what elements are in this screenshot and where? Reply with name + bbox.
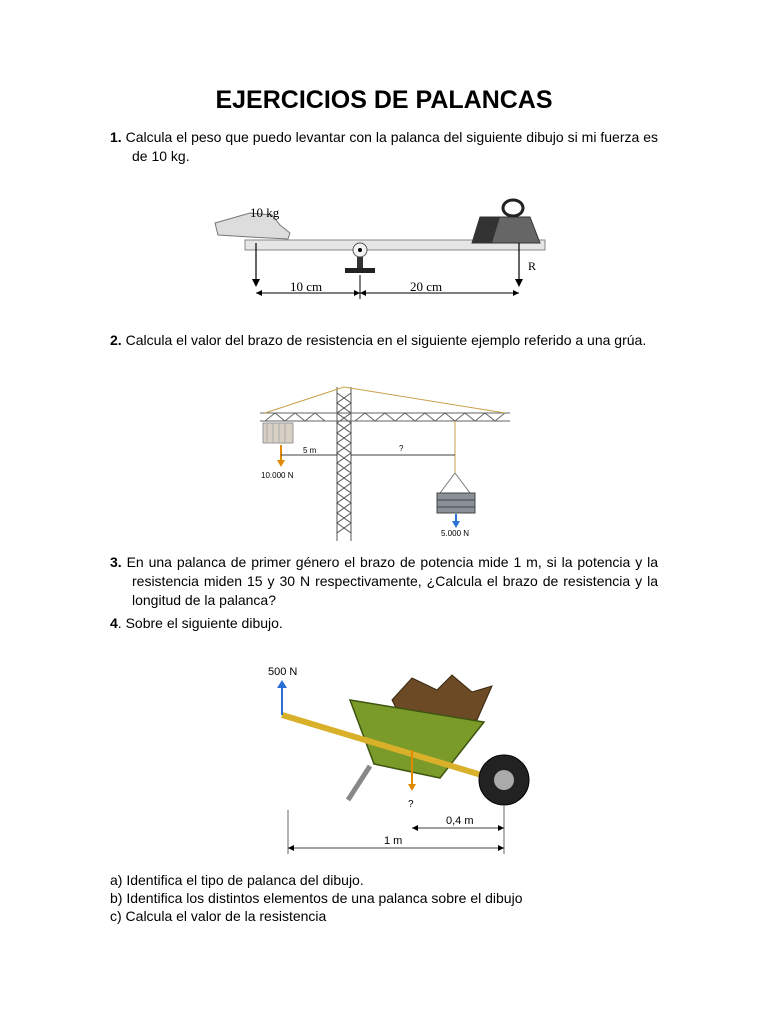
- arm-right-label: ?: [399, 444, 404, 453]
- crane-figure: [255, 383, 520, 543]
- long-arm-label: 1 m: [384, 835, 403, 847]
- question-1: [110, 128, 658, 166]
- crane-load: [437, 473, 475, 513]
- lever-figure: [210, 195, 560, 305]
- right-weight-label: 5.000 N: [441, 529, 470, 538]
- question-4: [110, 614, 658, 633]
- wheelbarrow-figure: [262, 660, 547, 855]
- crane-jib: [260, 413, 510, 421]
- resistance-label: R: [528, 259, 537, 273]
- force-label-500n: 500 N: [268, 666, 298, 678]
- unknown-label: ?: [408, 799, 414, 810]
- wheelbarrow-leg: [348, 766, 370, 800]
- arm-left-label: 5 m: [303, 446, 317, 455]
- left-arm-label: 10 cm: [290, 279, 323, 294]
- fulcrum-base: [345, 268, 375, 273]
- right-arm-label: 20 cm: [410, 279, 443, 294]
- question-3: [110, 553, 658, 610]
- question-2-text: Calcula el valor del brazo de resistencia en el siguiente ejemplo referido a una grúa.: [125, 332, 647, 348]
- subquestion-b: b) Identifica los distintos elementos de una palanca sobre el dibujo: [110, 890, 523, 906]
- question-4-number: 4: [110, 615, 118, 631]
- short-arm-label: 0,4 m: [446, 815, 474, 827]
- question-3-text: En una palanca de primer género el brazo de potencia mide 1 m, si la potencia y la resistencia miden 15 y 30 N respectivamente, ¿Calcula el brazo de resistencia y la longitud de la palanca?: [126, 554, 658, 608]
- force-label: 10 kg: [250, 205, 280, 220]
- question-1-text: Calcula el peso que puedo levantar con la palanca del siguiente dibujo si mi fuerza es de 10 kg.: [125, 129, 659, 164]
- question-2-number: 2.: [110, 332, 122, 348]
- subquestion-a: a) Identifica el tipo de palanca del dibujo.: [110, 872, 364, 888]
- question-1-number: 1.: [110, 129, 122, 145]
- weight-handle: [503, 200, 523, 216]
- counterweight: [263, 423, 293, 443]
- left-weight-label: 10.000 N: [261, 471, 294, 480]
- question-3-number: 3.: [110, 554, 122, 570]
- question-2: [110, 331, 658, 350]
- subquestion-c: c) Calcula el valor de la resistencia: [110, 908, 327, 924]
- page-title: EJERCICIOS DE PALANCAS: [215, 86, 553, 114]
- question-4-text: . Sobre el siguiente dibujo.: [117, 615, 283, 631]
- crane-tower: [337, 387, 351, 541]
